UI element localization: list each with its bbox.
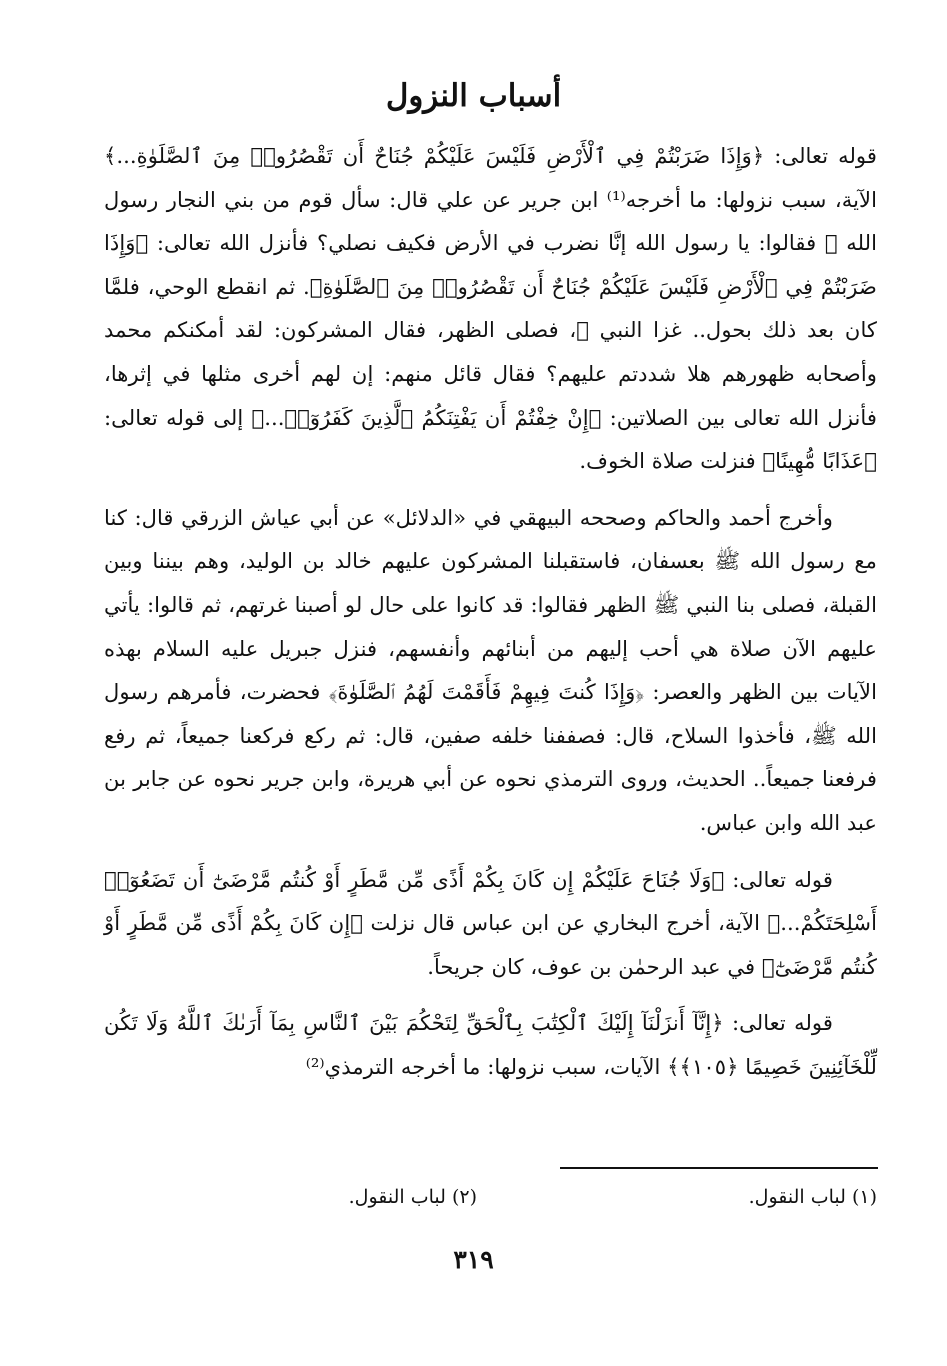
footnote-2: (٢) لباب النقول. — [348, 1186, 477, 1208]
text-body — [104, 134, 877, 1101]
footnote-divider — [560, 1167, 878, 1169]
paragraph-3: قوله تعالى: ﴿وَلَا جُنَاحَ عَلَيْكُمْ إِن كَانَ بِكُمْ أَذًى مِّن مَّطَرٍ أَوْ كُنتُم مَّرْضَىٰٓ أَن تَضَعُوٓا۟ أَسْلِحَتَكُمْ...﴾ الآية، أخرج البخاري عن ابن عباس قال نزلت ﴿إِن كَانَ بِكُمْ أَذًى مِّن مَّطَرٍ أَوْ كُنتُم مَّرْضَىٰٓ﴾ في عبد الرحمٰن بن عوف، كان جريحاً. — [104, 866, 877, 979]
paragraph-2: وأخرج أحمد والحاكم وصححه البيهقي في «الدلائل» عن أبي عياش الزرقي قال: كنا مع رسول الله ﷺ بعسفان، فاستقبلنا المشركون عليهم خالد بن الوليد، وهم بيننا وبين القبلة، فصلى بنا النبي ﷺ الظهر فقالوا: قد كانوا على حال لو أصبنا غرتهم، ثم قالوا: يأتي عليهم الآن صلاة هي أحب إليهم من أبنائهم وأنفسهم، فنزل جبريل عليه السلام بهذه الآيات بين الظهر والعصر: ﴿وَإِذَا كُنتَ فِيهِمْ فَأَقَمْتَ لَهُمُ ٱلصَّلَوٰةَ﴾ فحضرت، فأمرهم رسول الله ﷺ، فأخذوا السلاح، قال: فصففنا خلفه صفين، قال: ثم ركع فركعنا جميعاً، ثم رفع فرفعنا جميعاً.. الحديث، وروى الترمذي نحوه عن أبي هريرة، وابن جرير نحوه عن جابر بن عبد الله وابن عباس. — [104, 504, 877, 835]
paragraph-4: قوله تعالى: ﴿إِنَّآ أَنزَلْنَآ إِلَيْكَ ٱلْكِتَٰبَ بِٱلْحَقِّ لِتَحْكُمَ بَيْنَ ٱلنَّاسِ بِمَآ أَرَىٰكَ ٱللَّهُ وَلَا تَكُن لِّلْخَآئِنِينَ خَصِيمًا ﴿١٠٥﴾﴾ الآيات، سبب نزولها: ما أخرجه الترمذي⁽²⁾ — [104, 1010, 877, 1079]
footnotes — [104, 1186, 877, 1218]
footnote-1: (١) لباب النقول. — [748, 1186, 877, 1208]
page-title: أسباب النزول — [385, 78, 562, 114]
paragraph-1: قوله تعالى: ﴿وَإِذَا ضَرَبْتُمْ فِي ٱلْأَرْضِ فَلَيْسَ عَلَيْكُمْ جُنَاحٌ أَن تَقْصُرُوا۟ مِنَ ٱلصَّلَوٰةِ...﴾ الآية، سبب نزولها: ما أخرجه⁽¹⁾ ابن جرير عن علي قال: سأل قوم من بني النجار رسول الله ﷺ فقالوا: يا رسول الله إنَّا نضرب في الأرض فكيف نصلي؟ فأنزل الله تعالى: ﴿وَإِذَا ضَرَبْتُمْ فِي ٱلْأَرْضِ فَلَيْسَ عَلَيْكُمْ جُنَاحٌ أَن تَقْصُرُوا۟ مِنَ ٱلصَّلَوٰةِ﴾. ثم انقطع الوحي، فلمَّا كان بعد ذلك بحول.. غزا النبي ﷺ، فصلى الظهر، فقال المشركون: لقد أمكنكم محمد وأصحابه ظهورهم هلا شددتم عليهم؟ فقال قائل منهم: إن لهم أخرى مثلها في إثرها، فأنزل الله تعالى بين الصلاتين: ﴿إِنْ خِفْتُمْ أَن يَفْتِنَكُمُ ٱلَّذِينَ كَفَرُوٓا۟...﴾ إلى قوله تعالى: ﴿عَذَابًا مُّهِينًا﴾ فنزلت صلاة الخوف. — [104, 143, 877, 474]
page-number: ٣١٩ — [453, 1245, 494, 1274]
